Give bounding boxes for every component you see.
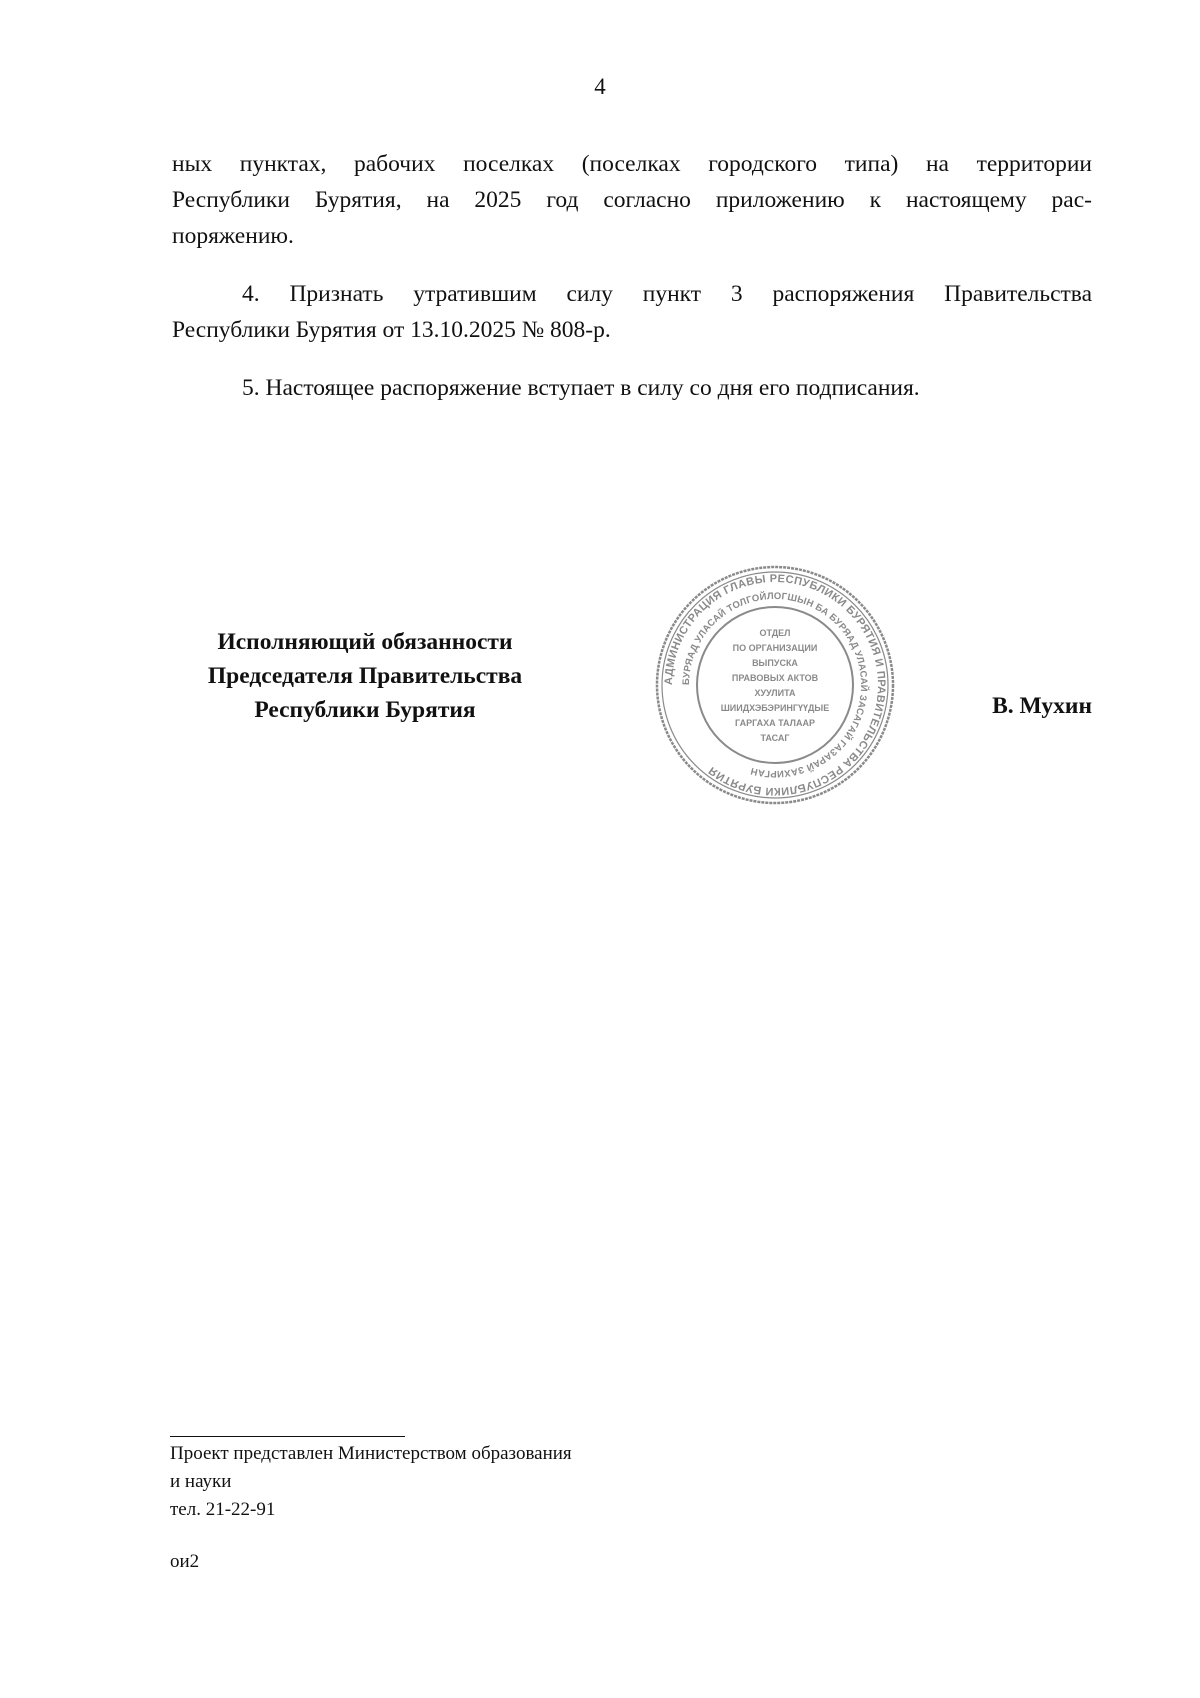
stamp-center-line: ГАРГАХА ТАЛААР bbox=[735, 718, 815, 728]
paragraph-4-line-2: Республики Бурятия от 13.10.2025 № 808-р. bbox=[172, 317, 611, 343]
signatory-name: В. Мухин bbox=[992, 693, 1092, 719]
stamp-center-line: ШИИДХЭБЭРИНГҮҮДЫЕ bbox=[720, 703, 830, 713]
stamp-center-line: ПРАВОВЫХ АКТОВ bbox=[731, 673, 819, 683]
stamp-center-line: ТАСАГ bbox=[760, 733, 790, 743]
signatory-title bbox=[170, 625, 560, 727]
paragraph-4-line-1: 4. Признать утратившим силу пункт 3 распоряжения Правительства bbox=[242, 281, 1092, 307]
svg-text:АДМИНИСТРАЦИЯ ГЛАВЫ РЕСПУБЛИКИ: АДМИНИСТРАЦИЯ ГЛАВЫ РЕСПУБЛИКИ БУРЯТИЯ И ПРАВИТЕЛЬСТВА РЕСПУБЛИКИ БУРЯТИЯ bbox=[662, 572, 888, 798]
page-number: 4 bbox=[594, 74, 606, 99]
official-stamp bbox=[650, 560, 900, 810]
paragraph-3-line-3: поряжению. bbox=[172, 223, 294, 249]
footer-phone: тел. 21-22-91 bbox=[170, 1499, 276, 1520]
stamp-center-line: ПО ОРГАНИЗАЦИИ bbox=[732, 643, 818, 653]
footer-divider bbox=[170, 1436, 405, 1437]
svg-text:БУРЯАД УЛАСАЙ ТОЛГОЙЛОГШЫН БА: БУРЯАД УЛАСАЙ ТОЛГОЙЛОГШЫН БА БУРЯАД УЛАСАЙ ЗАСАГАЙ ГАЗАРАЙ ЗАХИРГАН bbox=[680, 590, 870, 780]
footer-line: и науки bbox=[170, 1471, 232, 1492]
stamp-center-line: ХУУЛИТА bbox=[754, 688, 796, 698]
stamp-center-line: ОТДЕЛ bbox=[759, 628, 791, 638]
footer-code: ои2 bbox=[170, 1551, 200, 1572]
paragraph-3-line-1: ных пунктах, рабочих поселках (поселках городского типа) на территории bbox=[172, 151, 1092, 177]
signatory-title-line: Исполняющий обязанности bbox=[217, 629, 513, 655]
paragraph-3-line-2: Республики Бурятия, на 2025 год согласно приложению к настоящему рас- bbox=[172, 187, 1092, 213]
paragraph-5: 5. Настоящее распоряжение вступает в силу со дня его подписания. bbox=[242, 375, 920, 401]
signatory-title-line: Республики Бурятия bbox=[254, 697, 476, 723]
footer-line: Проект представлен Министерством образования bbox=[170, 1443, 572, 1464]
signatory-title-line: Председателя Правительства bbox=[207, 663, 523, 689]
stamp-center-line: ВЫПУСКА bbox=[752, 658, 798, 668]
